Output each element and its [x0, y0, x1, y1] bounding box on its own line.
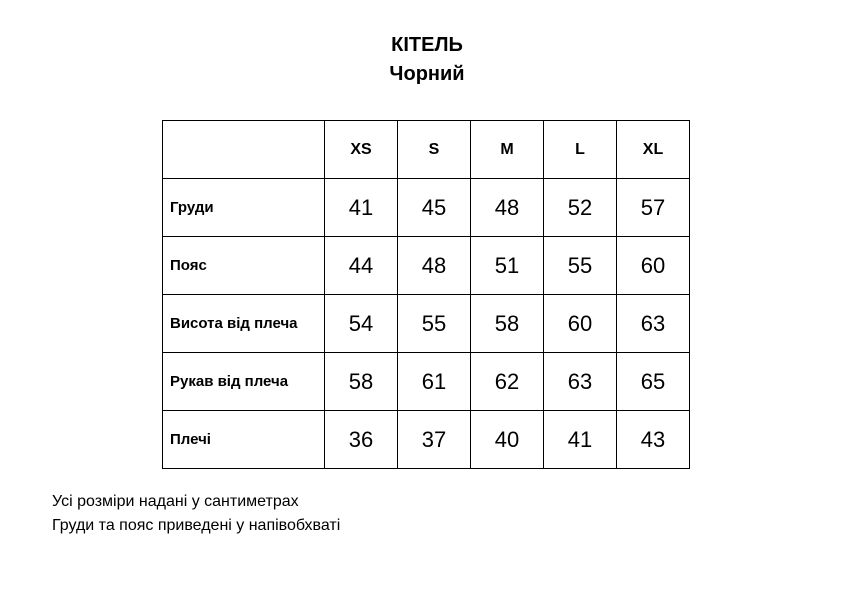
- table-cell: 45: [398, 179, 471, 237]
- column-header: XL: [617, 121, 690, 179]
- page-title: КІТЕЛЬ: [391, 34, 463, 56]
- table-cell: 61: [398, 353, 471, 411]
- table-cell: 65: [617, 353, 690, 411]
- column-header: S: [398, 121, 471, 179]
- footnote-half-girth: Груди та пояс приведені у напівобхваті: [52, 517, 341, 534]
- table-row: [163, 353, 690, 411]
- table-cell: 52: [544, 179, 617, 237]
- column-header: XS: [325, 121, 398, 179]
- footnotes: [52, 490, 340, 538]
- table-cell: 51: [471, 237, 544, 295]
- table-row: [163, 411, 690, 469]
- table-cell: 63: [617, 295, 690, 353]
- row-label: Груди: [163, 179, 325, 237]
- table-cell: 60: [544, 295, 617, 353]
- row-label: Рукав від плеча: [163, 353, 325, 411]
- row-label: Висота від плеча: [163, 295, 325, 353]
- table-cell: 58: [325, 353, 398, 411]
- table-cell: 41: [325, 179, 398, 237]
- table-cell: 48: [471, 179, 544, 237]
- table-row: [163, 179, 690, 237]
- table-cell: 57: [617, 179, 690, 237]
- row-label: Плечі: [163, 411, 325, 469]
- footnote-units: Усі розміри надані у сантиметрах: [52, 493, 299, 510]
- table-cell: 60: [617, 237, 690, 295]
- table-cell: 41: [544, 411, 617, 469]
- table-header-row: [163, 121, 690, 179]
- table-cell: 44: [325, 237, 398, 295]
- table-cell: 62: [471, 353, 544, 411]
- table-cell: 58: [471, 295, 544, 353]
- row-label: Пояс: [163, 237, 325, 295]
- table-cell: 43: [617, 411, 690, 469]
- table-cell: 63: [544, 353, 617, 411]
- column-header: M: [471, 121, 544, 179]
- table-row: [163, 295, 690, 353]
- table-cell: 55: [398, 295, 471, 353]
- table-cell: 48: [398, 237, 471, 295]
- page-subtitle: Чорний: [389, 63, 465, 85]
- size-table: [162, 120, 690, 469]
- column-header: L: [544, 121, 617, 179]
- table-cell: 40: [471, 411, 544, 469]
- table-cell: 37: [398, 411, 471, 469]
- table-cell: 55: [544, 237, 617, 295]
- table-cell: 54: [325, 295, 398, 353]
- table-cell: 36: [325, 411, 398, 469]
- table-corner-cell: [163, 121, 325, 179]
- table-row: [163, 237, 690, 295]
